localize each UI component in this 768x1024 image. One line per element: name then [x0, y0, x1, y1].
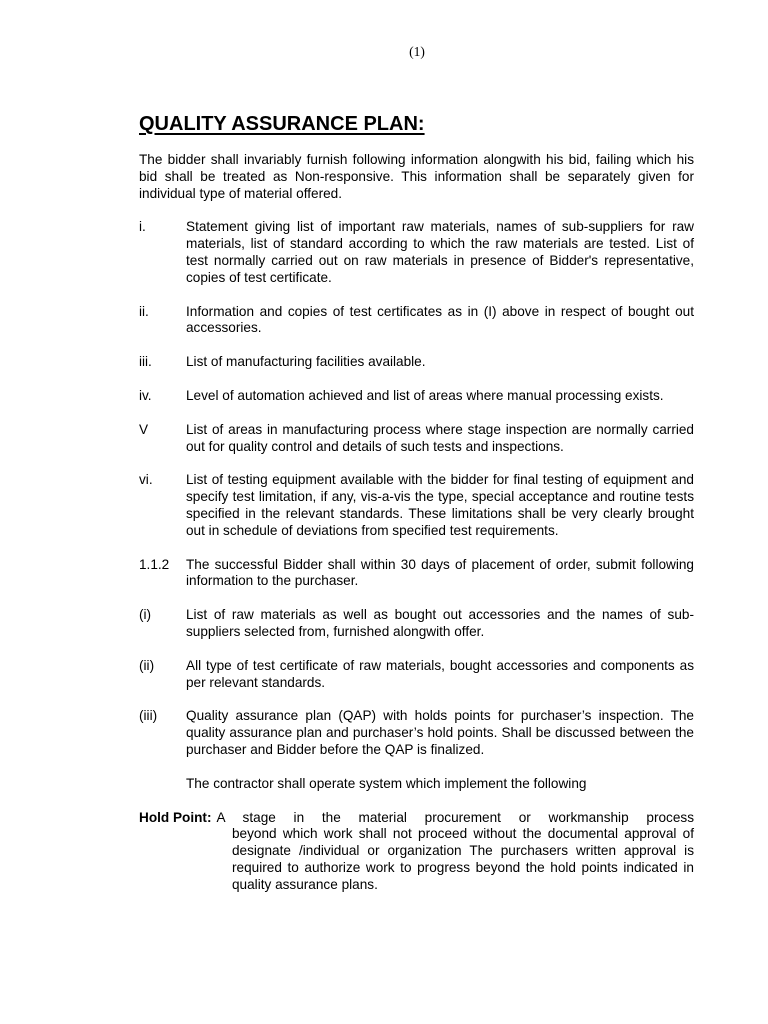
list-item-marker: (ii) [139, 657, 155, 673]
hold-point-text-rest: beyond which work shall not proceed without the documental approval of designate /individual or organization The purchasers written approval is required to authorize work to progress beyond the hold points indicated in quality assurance plans. [232, 826, 694, 892]
list-item [139, 472, 694, 539]
hold-point-text-first: A stage in the material procurement or workmanship process [216, 809, 694, 825]
list-item [139, 658, 694, 692]
list-item-marker: vi. [139, 472, 153, 488]
hold-point-first-line [139, 810, 694, 827]
list-item-text: List of raw materials as well as bought out accessories and the names of sub-suppliers selected from, furnished alongwith offer. [186, 607, 694, 639]
list-item-text: List of manufacturing facilities available. [186, 354, 426, 370]
list-item-text: Level of automation achieved and list of areas where manual processing exists. [186, 387, 664, 403]
document-body [139, 112, 694, 894]
list-item-text: Statement giving list of important raw materials, names of sub-suppliers for raw materials, list of standard according to which the raw materials are tested. List of test normally carried out on raw materials in presence of Bidder's representative, copies of test certificate. [186, 219, 694, 285]
list-item-text: List of testing equipment available with the bidder for final testing of equipment and specify test limitation, if any, vis-a-vis the type, special acceptance and routine tests specified in the relevant standards. These limitations shall be very clearly brought out in schedule of deviations from specified test requirements. [186, 472, 694, 538]
hold-point-definition [139, 810, 694, 894]
section-text: The successful Bidder shall within 30 days of placement of order, submit following information to the purchaser. [186, 556, 694, 589]
list-item [139, 708, 694, 758]
list-item-text: Information and copies of test certificates as in (I) above in respect of bought out accessories. [186, 303, 694, 336]
list-item [139, 219, 694, 286]
list-item-marker: (iii) [139, 708, 158, 724]
list-item-marker: ii. [139, 303, 149, 319]
list-item [139, 354, 694, 371]
list-item-text: All type of test certificate of raw materials, bought accessories and components as per relevant standards. [186, 657, 694, 690]
contractor-note: The contractor shall operate system which implement the following [186, 775, 587, 791]
page-title: QUALITY ASSURANCE PLAN: [139, 113, 425, 135]
list-item-marker: (i) [139, 607, 152, 623]
section-item [139, 557, 694, 591]
list-item [139, 388, 694, 405]
list-item-marker: iv. [139, 387, 152, 403]
list-item [139, 607, 694, 641]
list-item [139, 304, 694, 338]
intro-paragraph: The bidder shall invariably furnish following information alongwith his bid, failing which his bid shall be treated as Non-responsive. This information shall be separately given for individual type of material offered. [139, 152, 694, 201]
hold-point-label: Hold Point: [139, 809, 212, 825]
requirements-list [139, 219, 694, 758]
list-item-marker: i. [139, 219, 146, 235]
list-item-text: List of areas in manufacturing process where stage inspection are normally carried out for quality control and details of such tests and inspections. [186, 421, 694, 454]
list-item-text: Quality assurance plan (QAP) with holds points for purchaser’s inspection. The quality assurance plan and purchaser’s hold points. Shall be discussed between the purchaser and Bidder before the QAP is finalized. [186, 708, 694, 757]
page-number: (1) [409, 44, 425, 59]
list-item-marker: iii. [139, 354, 152, 370]
list-item [139, 422, 694, 456]
section-number: 1.1.2 [139, 556, 170, 572]
list-item-marker: V [139, 421, 149, 437]
